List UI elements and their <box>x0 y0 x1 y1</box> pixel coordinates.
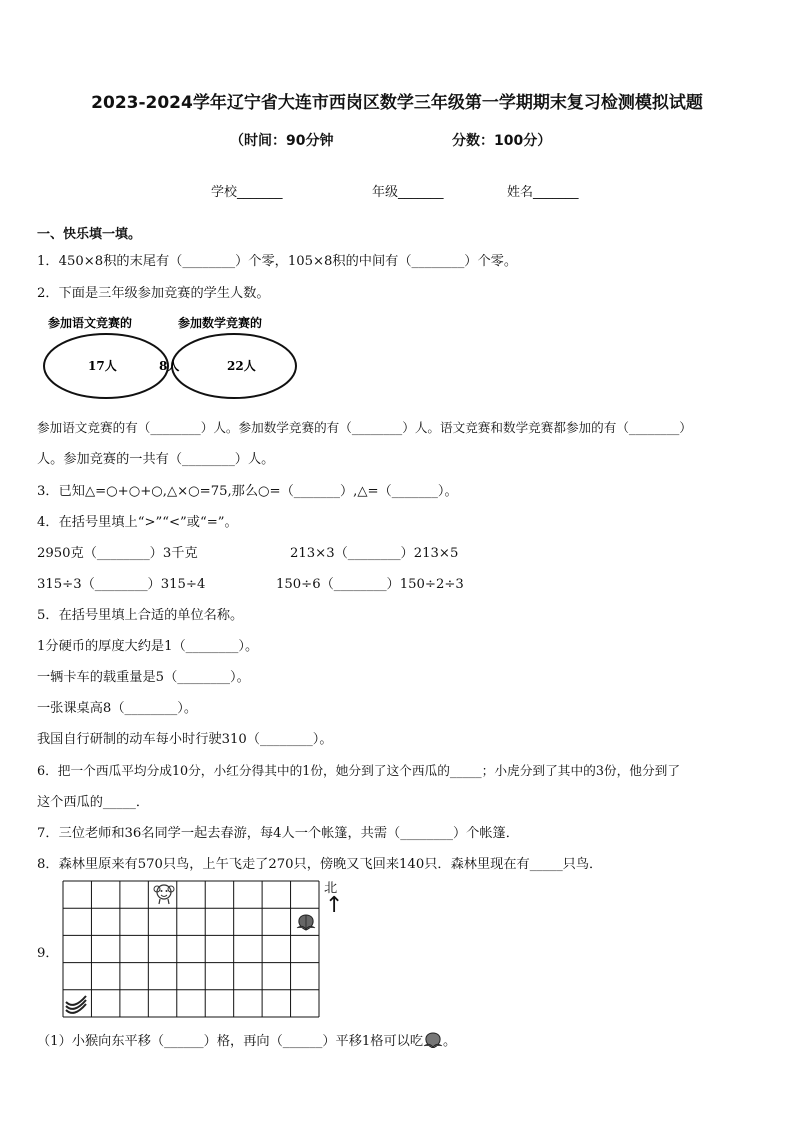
exam-time: （时间：90分钟 <box>230 133 334 149</box>
question-9-sub-1-text: （1）小猴向东平移（______）格，再向（______）平移1格可以吃 <box>37 1034 424 1049</box>
question-2-line-1: 参加语文竞赛的有（________）人。参加数学竞赛的有（________）人。语文竞赛和数学竞赛都参加的有（________） <box>37 420 692 435</box>
peach-inline-icon <box>423 1032 443 1048</box>
school-field: 学校_______ <box>211 185 283 200</box>
question-9-sub-1-end: 。 <box>443 1034 457 1049</box>
question-3: 3．已知△=○+○+○,△×○=75,那么○=（_______）,△=（_______）。 <box>37 484 458 499</box>
question-4-c: 315÷3（________）315÷4 <box>37 577 206 592</box>
question-4-a: 2950克（________）3千克 <box>37 546 198 561</box>
question-9-sub-1 <box>37 1030 456 1049</box>
venn-right-label: 参加数学竞赛的 <box>178 316 263 330</box>
question-5: 5．在括号里填上合适的单位名称。 <box>37 608 244 623</box>
venn-left-only: 17人 <box>88 359 117 373</box>
venn-right-only: 22人 <box>227 359 256 373</box>
section-heading: 一、快乐填一填。 <box>37 227 142 242</box>
question-1: 1．450×8积的末尾有（________）个零，105×8积的中间有（________）个零。 <box>37 254 518 269</box>
question-7: 7．三位老师和36名同学一起去春游，每4人一个帐篷，共需（________）个帐篷． <box>37 826 519 841</box>
question-4-b: 213×3（________）213×5 <box>290 546 459 561</box>
peach-icon <box>297 915 315 930</box>
north-arrow-icon: ↑ <box>325 893 344 918</box>
question-9-number: 9． <box>37 946 59 961</box>
grid-map <box>62 880 324 1020</box>
question-2: 2．下面是三年级参加竞赛的学生人数。 <box>37 286 270 301</box>
question-4-d: 150÷6（________）150÷2÷3 <box>276 577 464 592</box>
exam-score: 分数：100分） <box>452 133 552 149</box>
question-5-d: 我国自行研制的动车每小时行驶310（________）。 <box>37 732 333 747</box>
north-label: 北 <box>324 881 338 896</box>
question-8: 8．森林里原来有570只鸟，上午飞走了270只，傍晚又飞回来140只．森林里现在有_____只鸟． <box>37 857 603 872</box>
name-field: 姓名_______ <box>507 185 579 200</box>
venn-diagram <box>38 312 304 404</box>
grade-field: 年级_______ <box>372 185 444 200</box>
question-6-line-2: 这个西瓜的_____． <box>37 795 150 810</box>
question-6-line-1: 6．把一个西瓜平均分成10分，小红分得其中的1份，她分到了这个西瓜的_____；小虎分到了其中的3份，他分到了 <box>37 763 681 778</box>
question-2-line-2: 人。参加竞赛的一共有（________）人。 <box>37 452 275 467</box>
banana-icon <box>66 996 86 1013</box>
monkey-icon <box>154 885 174 904</box>
question-4: 4．在括号里填上“>”“<”或“=”。 <box>37 515 238 530</box>
venn-both: 8人 <box>159 359 180 373</box>
question-5-a: 1分硬币的厚度大约是1（________）。 <box>37 639 259 654</box>
question-5-c: 一张课桌高8（________）。 <box>37 701 198 716</box>
page-title: 2023-2024学年辽宁省大连市西岗区数学三年级第一学期期末复习检测模拟试题 <box>91 93 703 113</box>
venn-left-label: 参加语文竞赛的 <box>48 316 133 330</box>
question-5-b: 一辆卡车的载重量是5（________）。 <box>37 670 250 685</box>
